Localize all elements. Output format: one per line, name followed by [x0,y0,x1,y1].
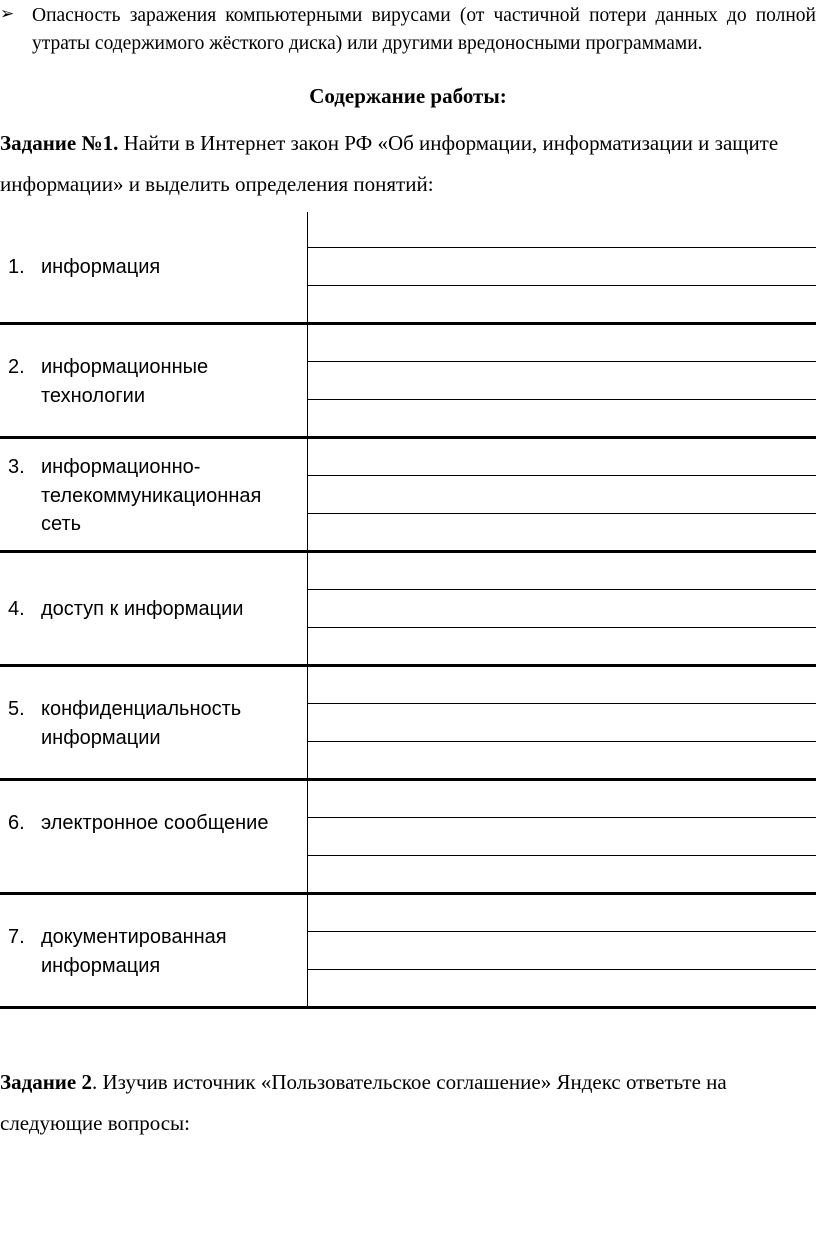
term-number: 1. [8,256,25,278]
task1-label: Задание №1. [0,131,119,155]
term-number: 4. [8,598,25,620]
task2-paragraph [0,1062,816,1144]
arrow-bullet-icon: ➢ [0,4,15,24]
term-text: конфиденциальность информации [41,698,242,749]
term-number: 3. [8,456,25,478]
term-number: 2. [8,356,25,378]
answer-line [307,741,816,742]
term-text: доступ к информации [41,598,244,620]
answer-line [307,969,816,970]
row-divider [0,550,816,553]
term-number: 5. [8,698,25,720]
row-divider [0,322,816,325]
task1-paragraph [0,123,816,205]
answer-line [307,361,816,362]
intro-bullet-text: Опасность заражения компьютерными вирусами (от частичной потери данных до полной утраты содержимого жёсткого диска) или другими вредоносными программами. [32,5,816,54]
term-number: 6. [8,812,25,834]
answer-line [307,399,816,400]
term-row-1 [8,253,304,282]
answer-line [307,513,816,514]
answer-line [307,817,816,818]
term-row-5 [8,695,304,752]
answer-line [307,855,816,856]
answer-line [307,589,816,590]
answer-line [307,285,816,286]
answer-line [307,703,816,704]
term-text: документированная информация [41,926,227,977]
table-column-divider [307,212,308,1008]
terms-table [0,212,816,1010]
term-row-7 [8,923,304,980]
term-row-4 [8,595,304,624]
answer-line [307,247,816,248]
term-number: 7. [8,926,25,948]
term-text: информационно-телекоммуникационная сеть [41,456,262,535]
term-text: информационные технологии [41,356,209,407]
answer-line [307,475,816,476]
term-text: электронное сообщение [41,812,269,834]
answer-line [307,627,816,628]
task2-text: . Изучив источник «Пользовательское соглашение» Яндекс ответьте на следующие вопросы: [0,1070,727,1135]
term-row-6 [8,809,304,838]
section-title: Содержание работы: [309,84,507,108]
term-row-2 [8,353,304,410]
task2-label: Задание 2 [0,1070,92,1094]
term-text: информация [41,256,161,278]
task1-text: Найти в Интернет закон РФ «Об информации, информатизации и защите информации» и выделить определения понятий: [0,131,779,196]
row-divider [0,436,816,439]
answer-line [307,931,816,932]
row-divider [0,892,816,895]
row-divider [0,664,816,667]
term-row-3 [8,453,304,539]
table-bottom-border [0,1006,816,1009]
row-divider [0,778,816,781]
